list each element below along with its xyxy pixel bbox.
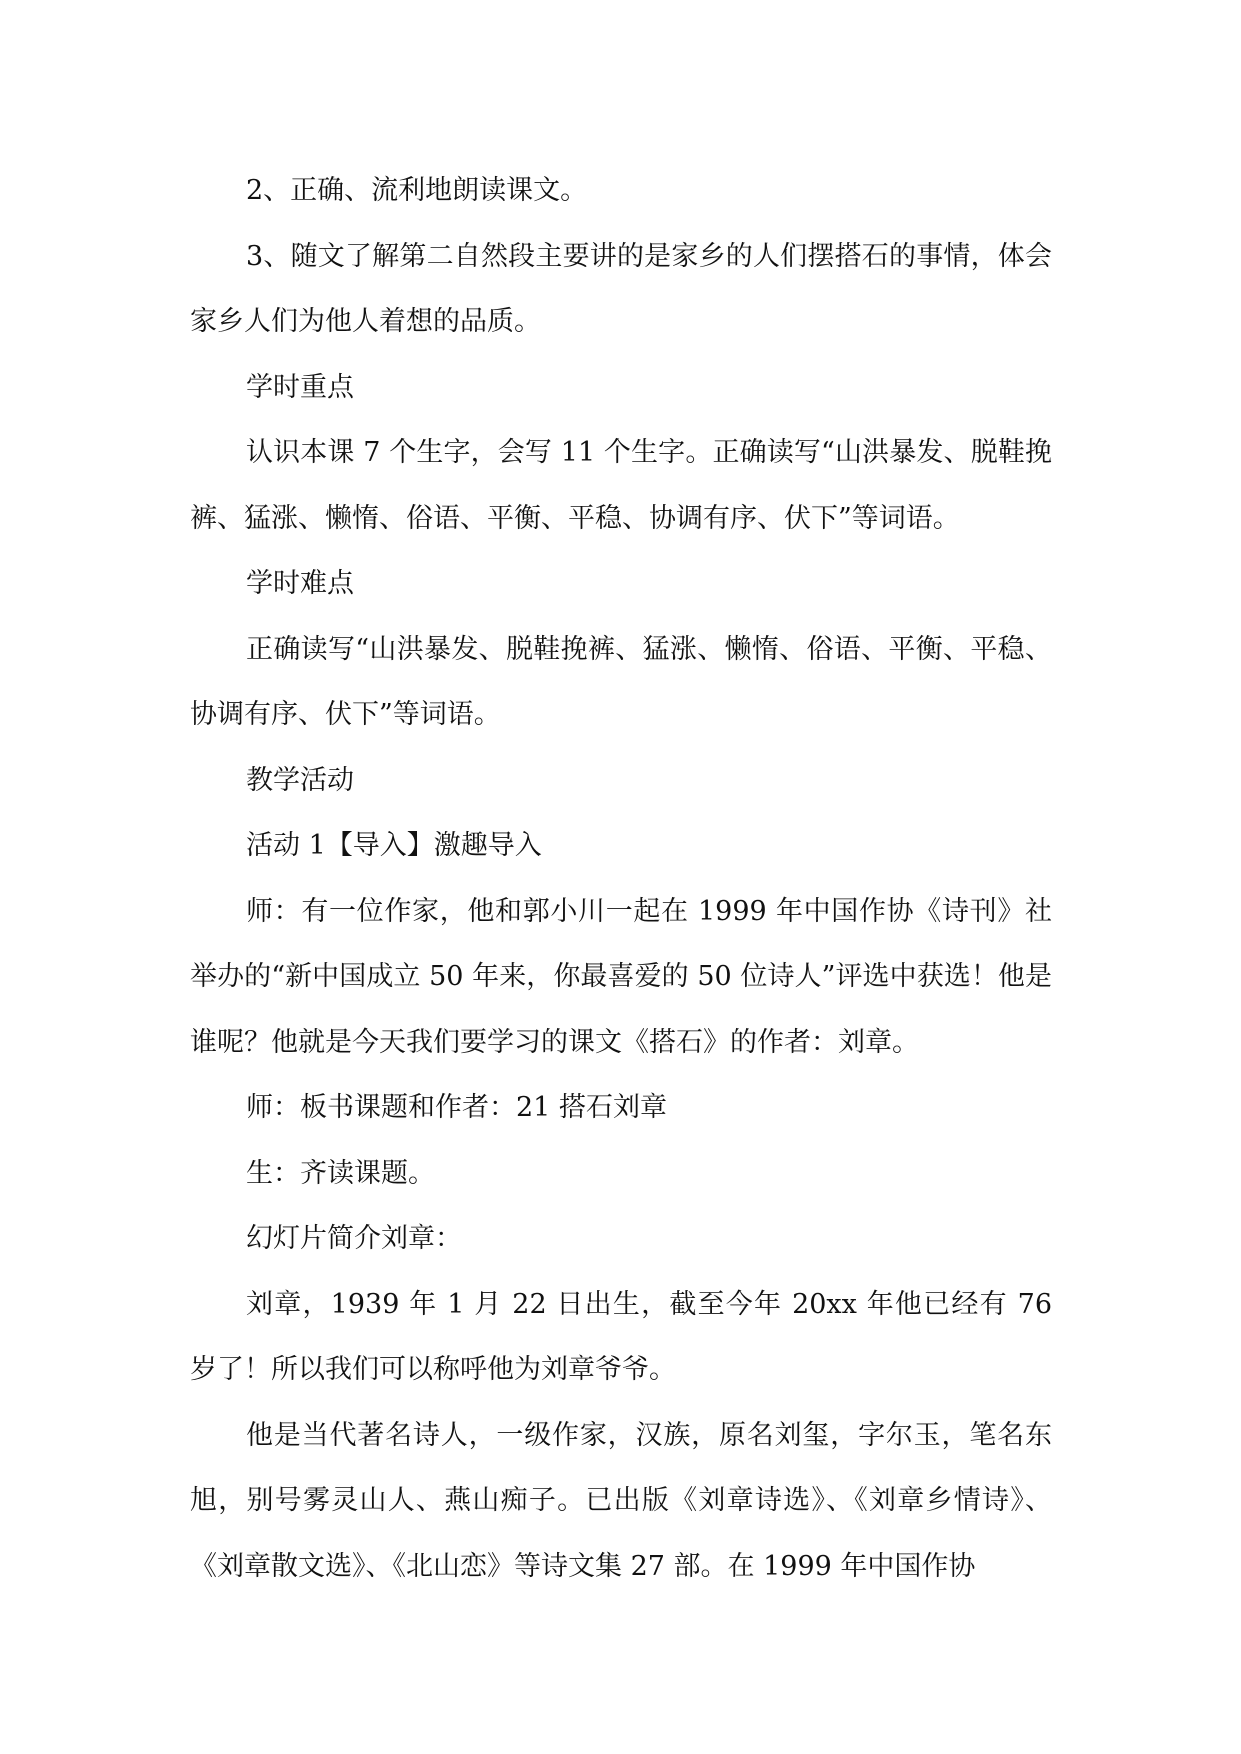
paragraph-difficulties: 正确读写“山洪暴发、脱鞋挽裤、猛涨、懒惰、俗语、平衡、平稳、协调有序、伏下”等词语。 (190, 633, 1052, 730)
heading-difficulties: 学时难点 (246, 568, 354, 599)
paragraph-teacher-intro: 师：有一位作家，他和郭小川一起在 1999 年中国作协《诗刊》社举办的“新中国成立 50 年来，你最喜爱的 50 位诗人”评选中获选！他是谁呢？他就是今天我们要学习的课文《搭石》的作者：刘章。 (190, 895, 1052, 1058)
paragraph-key-points: 认识本课 7 个生字，会写 11 个生字。正确读写“山洪暴发、脱鞋挽裤、猛涨、懒惰、俗语、平衡、平稳、协调有序、伏下”等词语。 (190, 437, 1052, 534)
heading-teaching-activities: 教学活动 (246, 764, 354, 796)
paragraph-teacher-board: 师：板书课题和作者：21 搭石刘章 (246, 1092, 667, 1123)
paragraph-liu-zhang-birth: 刘章，1939 年 1 月 22 日出生，截至今年 20xx 年他已经有 76 岁了！所以我们可以称呼他为刘章爷爷。 (190, 1288, 1052, 1385)
paragraph-liu-zhang-bio: 他是当代著名诗人，一级作家，汉族，原名刘玺，字尔玉，笔名东旭，别号雾灵山人、燕山痴子。已出版《刘章诗选》、《刘章乡情诗》、《刘章散文选》、《北山恋》等诗文集 27 部。在 1999 年中国作协 (190, 1419, 1052, 1582)
heading-key-points: 学时重点 (246, 371, 354, 403)
paragraph-slide-intro: 幻灯片简介刘章： (246, 1223, 462, 1254)
paragraph-students-read: 生：齐读课题。 (246, 1157, 435, 1189)
paragraph-objective-2: 2、正确、流利地朗读课文。 (246, 175, 588, 206)
paragraph-objective-3: 3、随文了解第二自然段主要讲的是家乡的人们摆搭石的事情，体会家乡人们为他人着想的品质。 (190, 240, 1052, 337)
heading-activity-1: 活动 1【导入】激趣导入 (246, 830, 542, 861)
document-body (190, 158, 1052, 1599)
